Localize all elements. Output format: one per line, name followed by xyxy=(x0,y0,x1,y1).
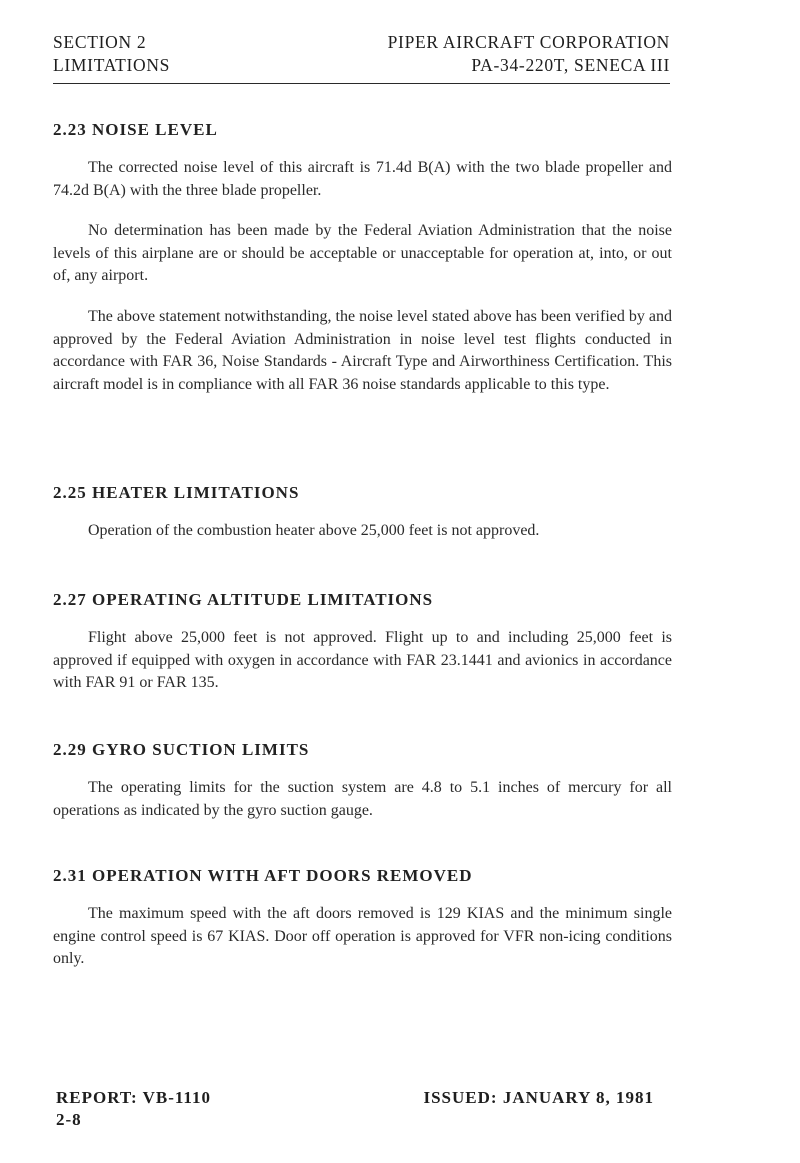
section-heater-limitations xyxy=(53,482,672,543)
paragraph: The corrected noise level of this aircraft is 71.4d B(A) with the two blade propeller and 74.2d B(A) with the three blade propeller. xyxy=(53,159,672,199)
section-heading: 2.25 HEATER LIMITATIONS xyxy=(53,483,300,502)
report-number: REPORT: VB-1110 xyxy=(56,1088,211,1107)
aircraft-model: PA-34-220T, SENECA III xyxy=(471,55,670,75)
section-heading: 2.27 OPERATING ALTITUDE LIMITATIONS xyxy=(53,590,434,609)
section-heading: 2.23 NOISE LEVEL xyxy=(53,120,218,139)
page-number: 2-8 xyxy=(56,1110,82,1129)
header-left xyxy=(53,31,170,77)
header-divider xyxy=(53,83,670,84)
section-heading: 2.29 GYRO SUCTION LIMITS xyxy=(53,740,310,759)
chapter-label: LIMITATIONS xyxy=(53,55,171,75)
issue-date: ISSUED: JANUARY 8, 1981 xyxy=(423,1088,654,1107)
paragraph: The maximum speed with the aft doors removed is 129 KIAS and the minimum single engine control speed is 67 KIAS. Door off operation is approved for VFR non-icing conditions only. xyxy=(53,905,672,968)
page-header xyxy=(53,31,670,81)
paragraph: Flight above 25,000 feet is not approved. Flight up to and including 25,000 feet is approved if equipped with oxygen in accordance with FAR 23.1441 and avionics in accordance with FAR 91 or FAR 135. xyxy=(53,629,672,692)
section-gyro-suction xyxy=(53,739,672,822)
paragraph: The above statement notwithstanding, the noise level stated above has been verified by and approved by the Federal Aviation Administration in noise level test flights conducted in accordance with FAR 36, Noise Standards - Aircraft Type and Airworthiness Certification. This aircraft model is in compliance with all FAR 36 noise standards applicable to this type. xyxy=(53,307,672,393)
section-noise-level xyxy=(53,119,672,396)
paragraph: The operating limits for the suction system are 4.8 to 5.1 inches of mercury for all operations as indicated by the gyro suction gauge. xyxy=(53,779,672,819)
section-operating-altitude xyxy=(53,589,672,695)
section-label: SECTION 2 xyxy=(53,32,147,52)
company-name: PIPER AIRCRAFT CORPORATION xyxy=(387,32,670,52)
header-right xyxy=(388,31,670,77)
section-heading: 2.31 OPERATION WITH AFT DOORS REMOVED xyxy=(53,866,473,885)
paragraph: Operation of the combustion heater above 25,000 feet is not approved. xyxy=(88,522,540,539)
section-aft-doors-removed xyxy=(53,865,672,971)
paragraph: No determination has been made by the Federal Aviation Administration that the noise levels of this airplane are or should be acceptable or unacceptable for operation at, into, or out of, any airport. xyxy=(53,222,672,285)
